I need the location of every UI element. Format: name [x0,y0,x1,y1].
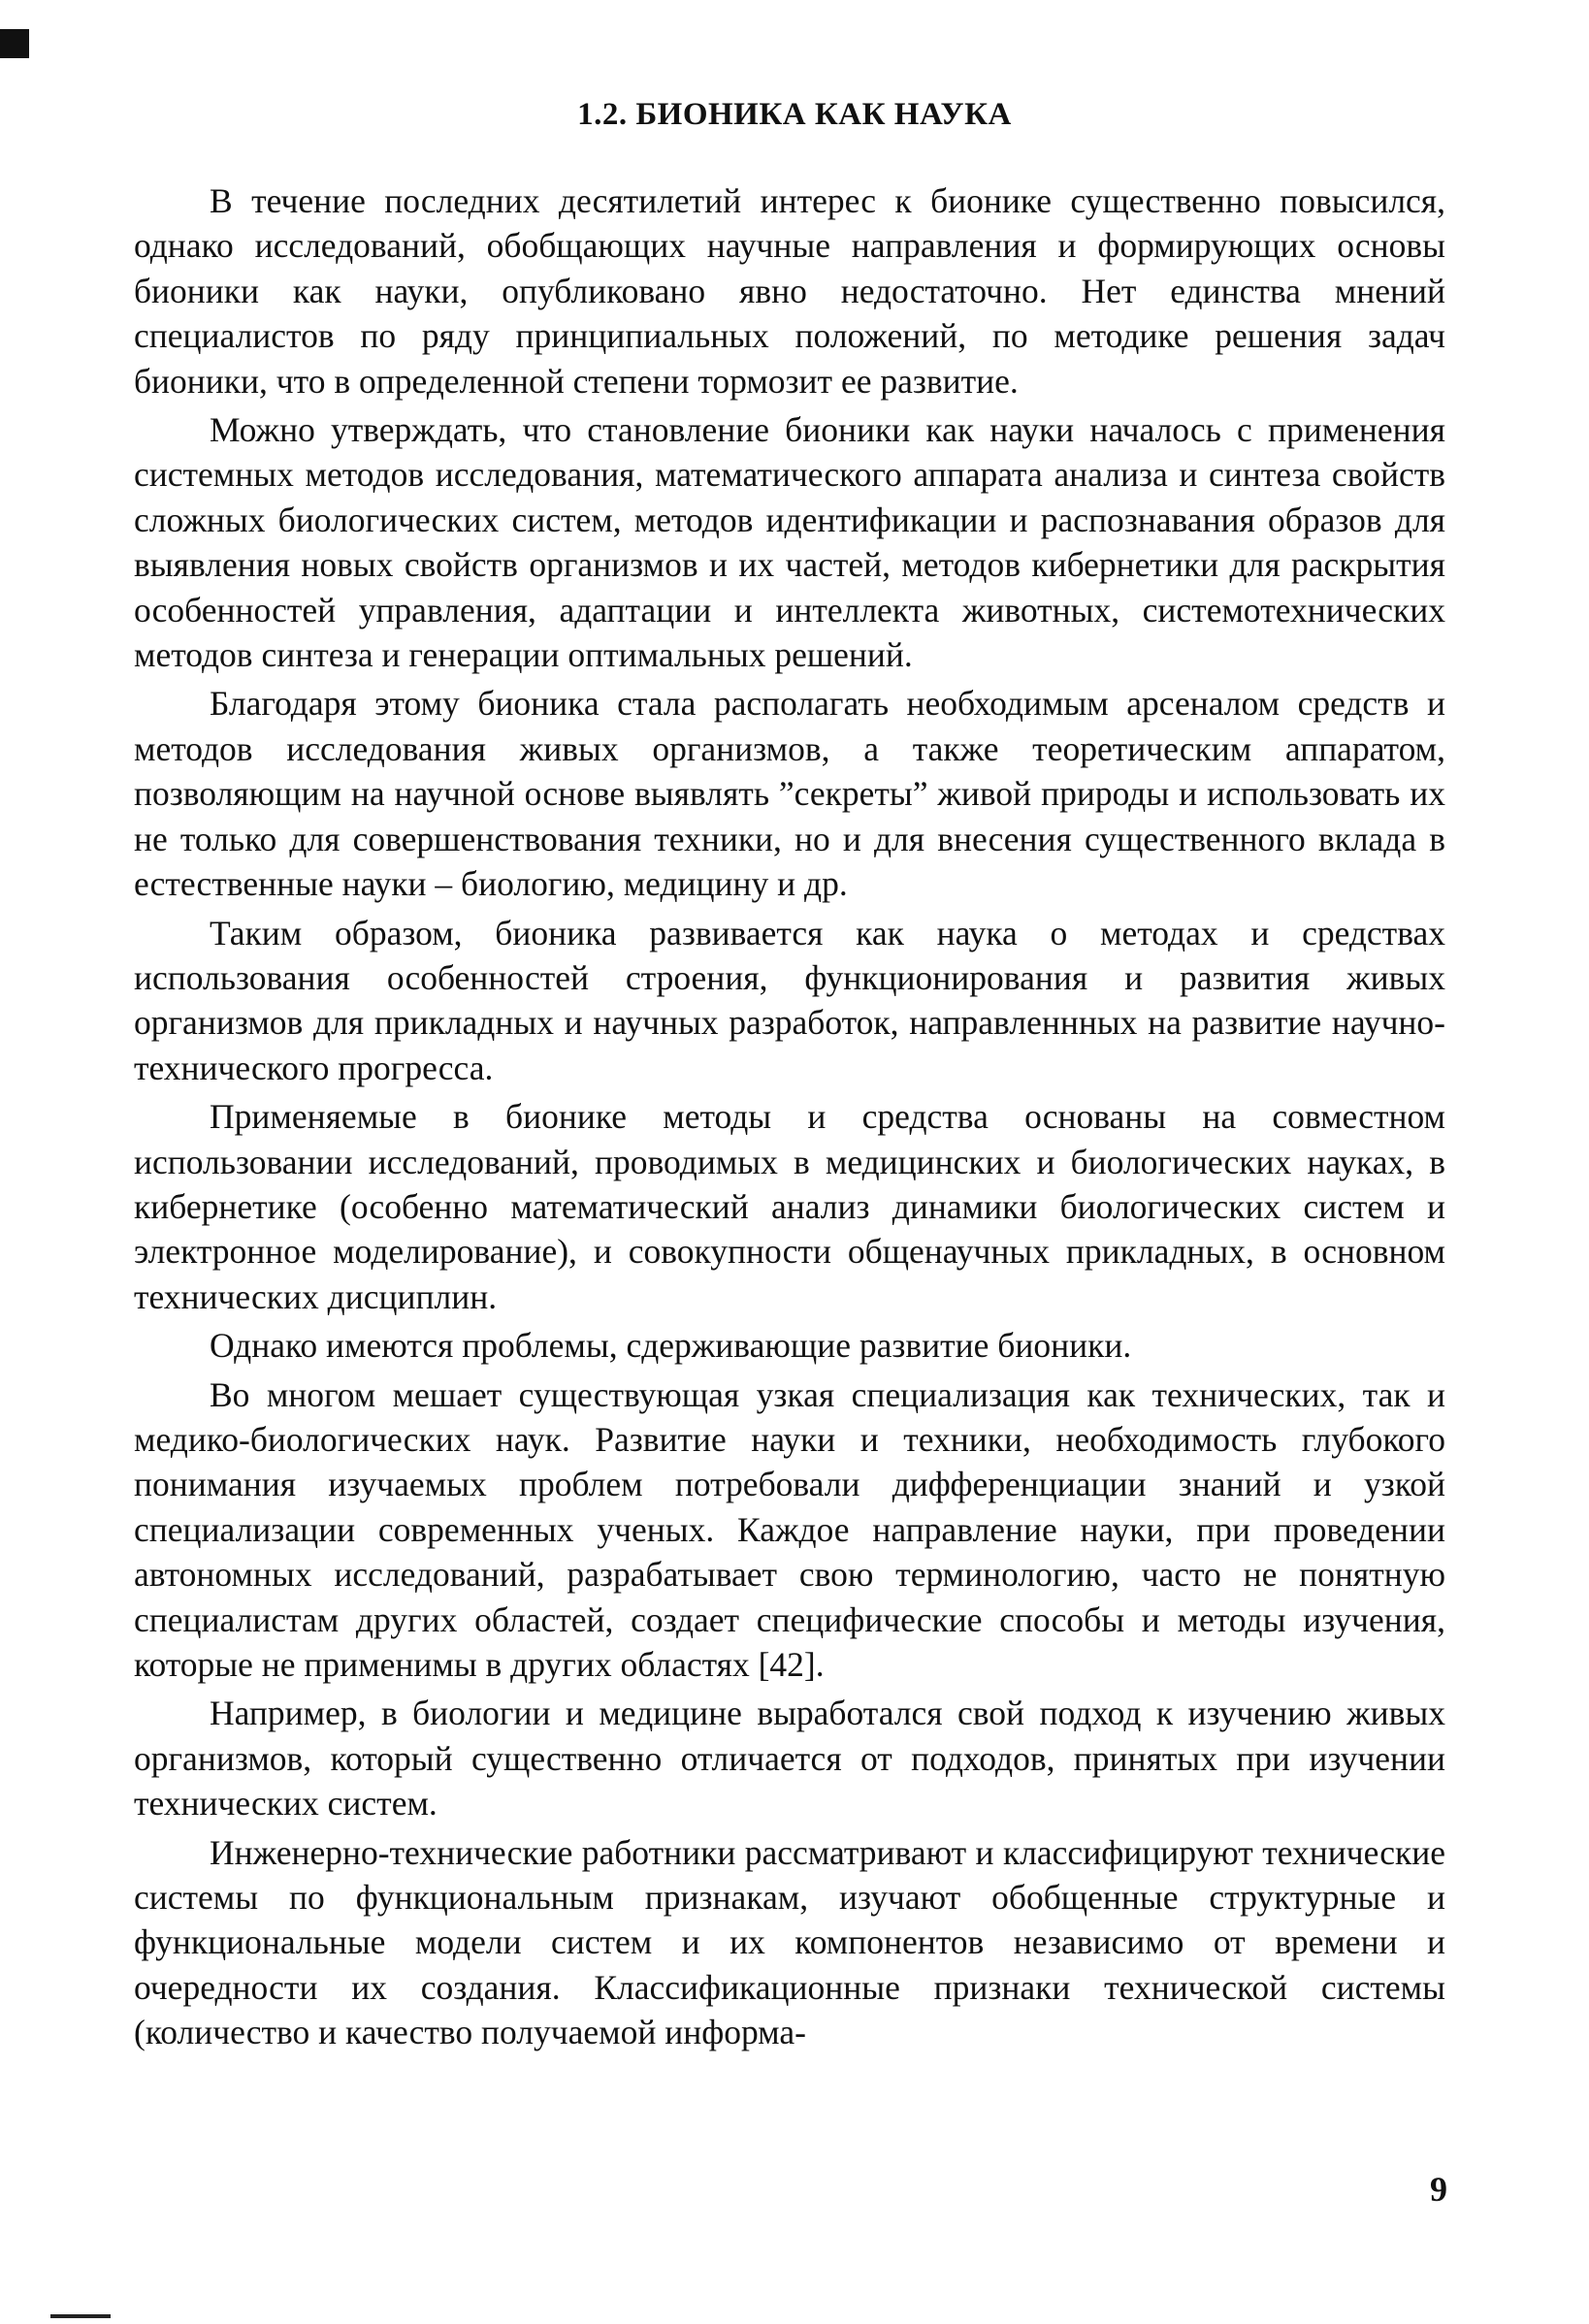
paragraph-2: Можно утверждать, что становление бионики как науки началось с применения системных методов исследования, математического аппарата анализа и синтеза свойств сложных биологических систем, методов идентификации и распознавания образов для выявления новых свойств организмов и их частей, методов кибернетики для раскрытия особенностей управления, адаптации и интеллекта животных, системотехнических методов синтеза и генерации оптимальных решений. [134,410,1445,675]
paragraph-3: Благодаря этому бионика стала располагать необходимым арсеналом средств и методов исследования живых организмов, а также теоретическим аппаратом, позволяющим на научной основе выявлять ”секреты” живой природы и использовать их не только для совершенствования техники, но и для внесения существенного вклада в естественные науки – биологию, медицину и др. [134,684,1445,904]
paragraph-1: В течение последних десятилетий интерес к бионике существенно повысился, однако исследований, обобщающих научные направления и формирующих основы бионики как науки, опубликовано явно недостаточно. Нет единства мнений специалистов по ряду принципиальных положений, по методике решения задач бионики, что в определенной степени тормозит ее развитие. [134,181,1445,401]
page-number: 9 [1430,2170,1447,2209]
paragraph-9: Инженерно-технические работники рассматривают и классифицируют технические системы по функциональным признакам, изучают обобщенные структурные и функциональные модели систем и их компонентов независимо от времени и очередности их создания. Классификационные признаки технической системы (количество и качество получаемой информа- [134,1832,1445,2052]
paragraph-6: Однако имеются проблемы, сдерживающие развитие бионики. [210,1326,1132,1366]
section-title: 1.2. БИОНИКА КАК НАУКА [577,97,1012,132]
scan-edge-mark-top [0,29,29,58]
paragraph-5: Применяемые в бионике методы и средства основаны на совместном использовании исследований, проводимых в медицинских и биологических науках, в кибернетике (особенно математический анализ динамики биологических систем и электронное моделирование), и совокупности общенаучных прикладных, в основном технических дисциплин. [134,1097,1445,1316]
paragraph-8: Например, в биологии и медицине выработался свой подход к изучению живых организмов, который существенно отличается от подходов, принятых при изучении технических систем. [134,1694,1445,1824]
body-text [134,178,1445,2059]
paragraph-4: Таким образом, бионика развивается как наука о методах и средствах использования особенностей строения, функционирования и развития живых организмов для прикладных и научных разработок, направленнных на развитие научно-технического прогресса. [134,913,1445,1087]
scan-edge-mark-bottom [50,2314,111,2318]
paragraph-7: Во многом мешает существующая узкая специализация как технических, так и медико-биологических наук. Развитие науки и техники, необходимость глубокого понимания изучаемых проблем потребовали дифференциации знаний и узкой специализации современных ученых. Каждое направление науки, при проведении автономных исследований, разрабатывает свою терминологию, часто не понятную специалистам других областей, создает специфические способы и методы изучения, которые не применимы в других областях [42]. [134,1374,1445,1684]
